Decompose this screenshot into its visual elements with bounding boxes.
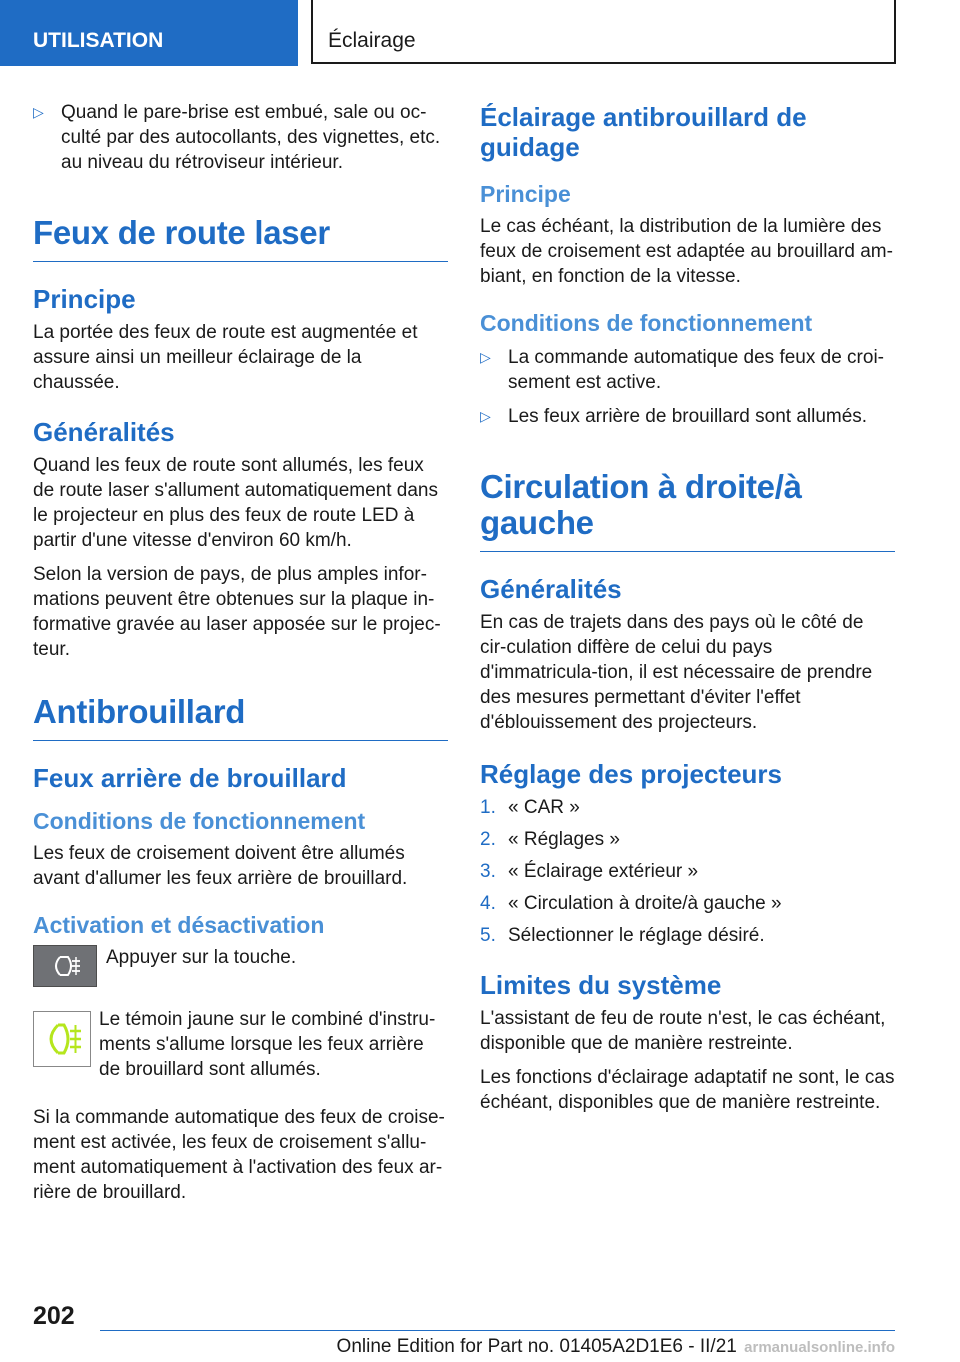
subsection-title: Réglage des projecteurs bbox=[480, 759, 782, 789]
left-column bbox=[33, 100, 448, 1214]
paragraph: Si la commande automatique des feux de croise-ment est activée, les feux de croisement s'allu-ment automatiquement à l'activation des feux ar-rière de brouillard. bbox=[33, 1107, 445, 1203]
subsubsection-title: Conditions de fonctionnement bbox=[480, 310, 813, 336]
section-title: Feux de route laser bbox=[33, 215, 448, 262]
triangle-bullet-icon: ▷ bbox=[33, 104, 44, 120]
right-column bbox=[480, 100, 895, 1124]
list-item: 3. « Éclairage extérieur » bbox=[480, 861, 699, 882]
list-item: ▷ Quand le pare-brise est embué, sale ou oc-culté par des autocollants, des vignettes, etc. au niveau du rétroviseur intérieur. bbox=[33, 102, 441, 173]
subsection-title: Limites du système bbox=[480, 970, 722, 1000]
footer-edition: Online Edition for Part no. 01405A2D1E6 - II/21 armanualsonline.info bbox=[336, 1336, 895, 1357]
paragraph: Selon la version de pays, de plus amples infor-mations peuvent être obtenues sur la plaque in-formative gravée au laser apposée sur le projec-teur. bbox=[33, 564, 441, 660]
paragraph: L'assistant de feu de route n'est, le cas échéant, disponible que de manière restreinte. bbox=[480, 1008, 886, 1054]
paragraph: Quand les feux de route sont allumés, les feux de route laser s'allument automatiquement dans le projecteur en plus des feux de route LED à partir d'une vitesse d'environ 60 km/h. bbox=[33, 455, 438, 551]
triangle-bullet-icon: ▷ bbox=[480, 349, 491, 365]
rear-fog-indicator-icon bbox=[33, 1011, 91, 1067]
subsubsection-title: Conditions de fonctionnement bbox=[33, 808, 366, 834]
rear-fog-button-icon bbox=[33, 945, 97, 987]
subsection-title: Principe bbox=[33, 284, 136, 314]
chapter-tab: Éclairage bbox=[311, 0, 896, 64]
page-header bbox=[0, 0, 960, 66]
list-item: 2. « Réglages » bbox=[480, 829, 620, 850]
list-item: ▷ Les feux arrière de brouillard sont allumés. bbox=[480, 406, 868, 427]
subsubsection-title: Principe bbox=[480, 181, 571, 207]
paragraph: Les fonctions d'éclairage adaptatif ne sont, le cas échéant, disponibles que de manière restreinte. bbox=[480, 1067, 895, 1113]
subsection-title: Généralités bbox=[480, 574, 622, 604]
paragraph: En cas de trajets dans des pays où le côté de cir-culation diffère de celui du pays d'immatricula-tion, il est nécessaire de prendre des mesures permettant d'éviter l'effet d'éblouissement des projecteurs. bbox=[480, 612, 873, 733]
subsection-title: Éclairage antibrouillard de guidage bbox=[480, 102, 807, 162]
paragraph: Le cas échéant, la distribution de la lumière des feux de croisement est adaptée au brouillard am-biant, en fonction de la vitesse. bbox=[480, 216, 893, 287]
footer-divider bbox=[100, 1330, 895, 1331]
subsection-title: Généralités bbox=[33, 417, 175, 447]
page-number: 202 bbox=[33, 1302, 75, 1330]
paragraph: La portée des feux de route est augmentée et assure ainsi un meilleur éclairage de la chaussée. bbox=[33, 322, 418, 393]
section-title: Circulation à droite/à gauche bbox=[480, 469, 895, 552]
triangle-bullet-icon: ▷ bbox=[480, 408, 491, 424]
list-item: 5. Sélectionner le réglage désiré. bbox=[480, 925, 765, 946]
paragraph: Les feux de croisement doivent être allumés avant d'allumer les feux arrière de brouillard. bbox=[33, 843, 408, 889]
subsection-title: Feux arrière de brouillard bbox=[33, 763, 347, 793]
subsubsection-title: Activation et désactivation bbox=[33, 912, 325, 938]
indicator-instruction: Le témoin jaune sur le combiné d'instru-ments s'allume lorsque les feux arrière de brouillard sont allumés. bbox=[33, 1007, 448, 1087]
watermark: armanualsonline.info bbox=[744, 1339, 895, 1356]
list-item: 1. « CAR » bbox=[480, 797, 580, 818]
list-item: ▷ La commande automatique des feux de croi-sement est active. bbox=[480, 347, 884, 393]
list-item: 4. « Circulation à droite/à gauche » bbox=[480, 893, 782, 914]
button-instruction: Appuyer sur la touche. bbox=[33, 945, 448, 989]
section-tab: UTILISATION bbox=[0, 0, 298, 66]
section-title: Antibrouillard bbox=[33, 694, 448, 741]
